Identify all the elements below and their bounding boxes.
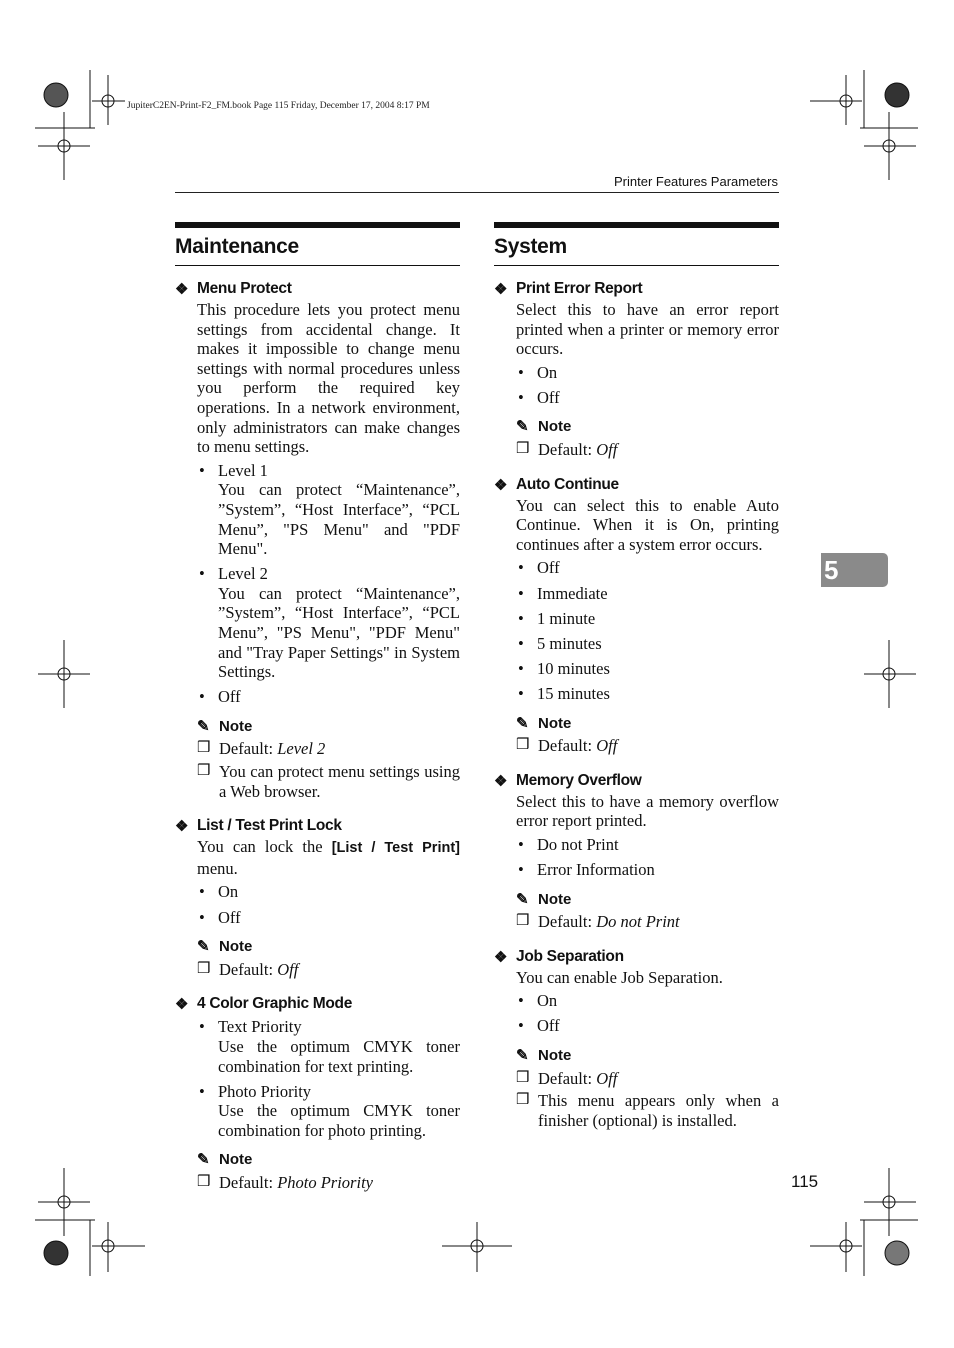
item-description: Select this to have a memory overflow error report printed.	[516, 791, 779, 831]
checkbox-icon: ❒	[197, 740, 211, 757]
item-title: List / Test Print Lock	[197, 817, 342, 835]
list-item: • Off	[518, 558, 560, 578]
checkbox-icon: ❒	[516, 441, 530, 458]
checkbox-icon: ❒	[516, 1069, 530, 1086]
section-title-system: System	[494, 222, 779, 266]
item-title: Job Separation	[516, 947, 624, 965]
checkbox-icon: ❒	[197, 1173, 211, 1190]
note-heading: ✎ Note	[516, 890, 572, 908]
note-heading: ✎ Note	[197, 1151, 253, 1169]
note-item: ❒ Default: Off	[516, 1068, 618, 1088]
checkbox-icon: ❒	[197, 960, 211, 977]
note-heading: ✎ Note	[197, 717, 253, 735]
list-item: • Off	[199, 687, 241, 707]
diamond-icon: ❖	[494, 476, 508, 494]
note-item: ❒ Default: Off	[516, 440, 618, 460]
list-item: • 1 minute	[518, 608, 596, 628]
item-title: Memory Overflow	[516, 771, 642, 789]
right-column	[494, 222, 779, 1142]
note-item: ❒ Default: Level 2	[197, 739, 326, 759]
item-title: 4 Color Graphic Mode	[197, 995, 353, 1013]
pencil-icon: ✎	[197, 1151, 210, 1169]
list-item: • 15 minutes	[518, 683, 610, 703]
item-memory-overflow	[494, 772, 779, 932]
list-item: • On	[518, 362, 558, 382]
diamond-icon: ❖	[175, 281, 189, 298]
diamond-icon: ❖	[175, 996, 189, 1014]
checkbox-icon: ❒	[516, 737, 530, 754]
header-rule	[175, 192, 779, 193]
diamond-icon: ❖	[494, 281, 508, 298]
item-print-error-report	[494, 280, 779, 460]
item-title: Menu Protect	[197, 280, 292, 297]
list-item: • Text Priority Use the optimum CMYK toner combination for text printing.	[199, 1017, 460, 1076]
item-title: Auto Continue	[516, 475, 619, 493]
pencil-icon: ✎	[516, 890, 529, 908]
list-item: • Immediate	[518, 583, 608, 603]
diamond-icon: ❖	[175, 818, 189, 836]
left-column	[175, 222, 460, 1205]
section-title-maintenance: Maintenance	[175, 222, 460, 266]
item-job-separation	[494, 948, 779, 1131]
list-item: • Do not Print	[518, 834, 619, 854]
book-info: JupiterC2EN-Print-F2_FM.book Page 115 Friday, December 17, 2004 8:17 PM	[127, 101, 430, 111]
list-item: • Photo Priority Use the optimum CMYK toner combination for photo printing.	[199, 1081, 460, 1140]
note-heading: ✎ Note	[516, 1047, 572, 1065]
note-item: ❒ Default: Off	[516, 736, 618, 756]
pencil-icon: ✎	[516, 1047, 529, 1065]
list-item: • On	[199, 882, 239, 902]
note-heading: ✎ Note	[516, 418, 572, 436]
chapter-tab: 5	[821, 553, 888, 587]
pencil-icon: ✎	[197, 938, 210, 956]
running-head: Printer Features Parameters	[613, 174, 778, 189]
checkbox-icon: ❒	[516, 913, 530, 930]
item-list-test-print-lock	[175, 817, 460, 979]
note-item: ❒ Default: Do not Print	[516, 912, 680, 932]
item-description: This procedure lets you protect menu settings from accidental change. It makes it impossible to change menu settings with normal procedures unless you perform the required key operations. In a network environment, only administrators can make changes to menu settings.	[197, 300, 460, 457]
item-title: Print Error Report	[516, 280, 643, 297]
list-item: • 5 minutes	[518, 633, 602, 653]
list-item: • Off	[518, 1016, 560, 1036]
diamond-icon: ❖	[494, 772, 508, 790]
item-auto-continue	[494, 476, 779, 756]
item-description: Select this to have an error report printed when a printer or memory error occurs.	[516, 300, 779, 359]
pencil-icon: ✎	[516, 714, 529, 732]
checkbox-icon: ❒	[516, 1092, 530, 1109]
list-item: • Off	[199, 907, 241, 927]
note-item: ❒ Default: Photo Priority	[197, 1172, 373, 1192]
note-item: ❒ This menu appears only when a finisher (optional) is installed.	[516, 1091, 779, 1130]
list-item: • Level 2 You can protect “Maintenance”, ”System”, “Host Interface”, “PCL Menu”, "PS Menu", "PDF Menu" and "Tray Paper Settings" in System Settings.	[199, 564, 460, 682]
diamond-icon: ❖	[494, 948, 508, 966]
pencil-icon: ✎	[516, 418, 529, 436]
note-heading: ✎ Note	[516, 714, 572, 732]
item-description: You can lock the [List / Test Print] menu.	[197, 837, 460, 878]
item-description: You can select this to enable Auto Continue. When it is On, printing continues after a system error occurs.	[516, 495, 779, 554]
list-item: • Level 1 You can protect “Maintenance”, ”System”, “Host Interface”, “PCL Menu”, "PS Menu" and "PDF Menu".	[199, 460, 460, 559]
page-number: 115	[791, 1172, 819, 1191]
note-item: ❒ Default: Off	[197, 959, 299, 979]
note-heading: ✎ Note	[197, 938, 253, 956]
item-4-color-graphic-mode	[175, 995, 460, 1192]
list-item: • 10 minutes	[518, 658, 610, 678]
list-item: • On	[518, 991, 558, 1011]
list-item: • Error Information	[518, 859, 655, 879]
item-description: You can enable Job Separation.	[516, 967, 723, 987]
list-item: • Off	[518, 387, 560, 407]
checkbox-icon: ❒	[197, 763, 211, 780]
item-menu-protect	[175, 280, 460, 801]
note-item: ❒ You can protect menu settings using a Web browser.	[197, 762, 460, 801]
pencil-icon: ✎	[197, 717, 210, 735]
